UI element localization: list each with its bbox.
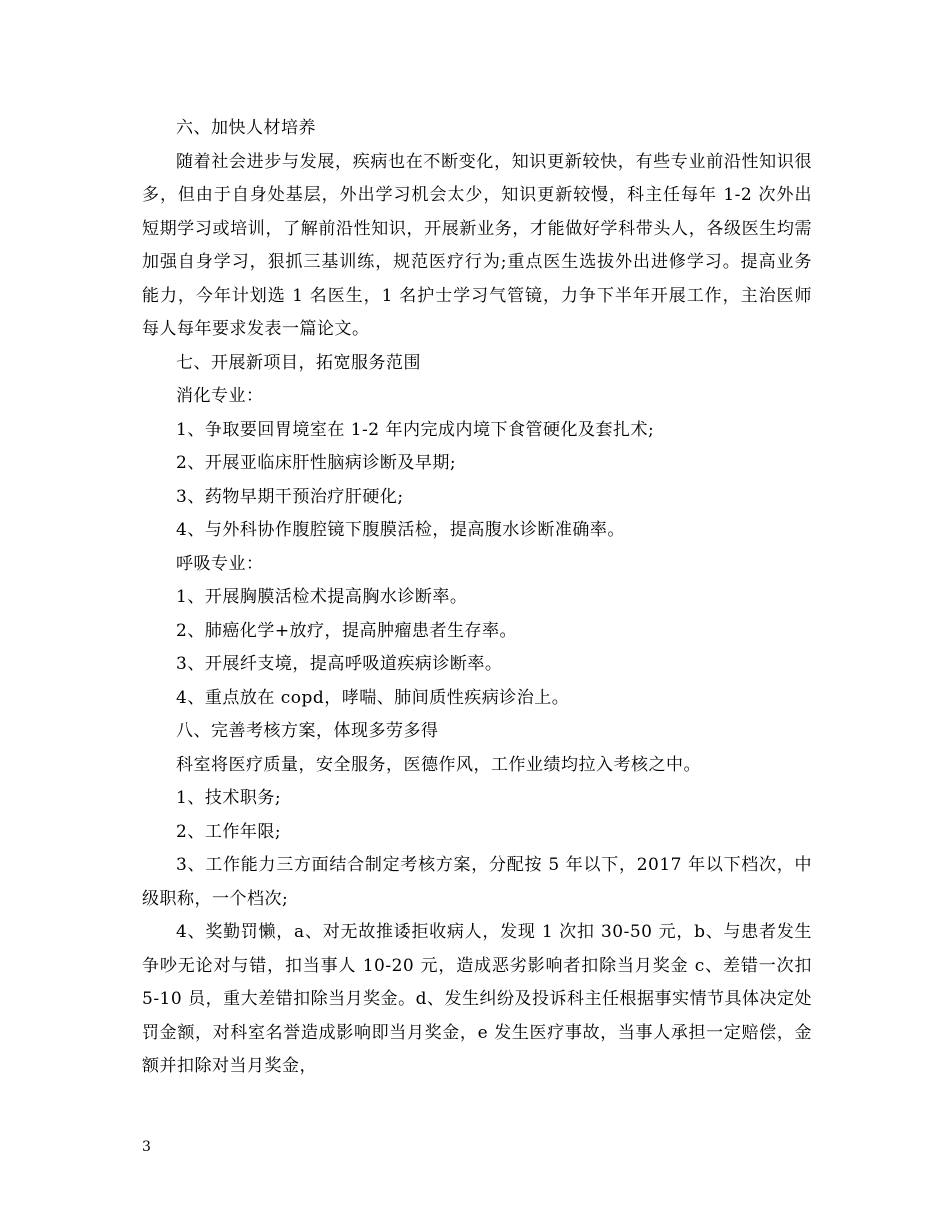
list-item-respiratory-2: 2、肺癌化学+放疗，提高肿瘤患者生存率。 <box>176 620 518 641</box>
subheading-digestive: 消化专业： <box>176 386 264 406</box>
list-item-respiratory-3: 3、开展纤支境，提高呼吸道疾病诊断率。 <box>176 654 503 674</box>
list-item-respiratory-4: 4、重点放在 copd，哮喘、肺间质性疾病诊治上。 <box>176 687 570 708</box>
paragraph-assessment-intro: 科室将医疗质量，安全服务，医德作风，工作业绩均拉入考核之中。 <box>176 754 701 775</box>
list-item-assessment-1: 1、技术职务; <box>176 788 282 808</box>
list-item-assessment-4: 4、奖勤罚懒，a、对无故推诿拒收病人，发现 1 次扣 30-50 元，b、与患者发生争吵无论对与错，扣当事人 10-20 元，造成恶劣影响者扣除当月奖金 c、差错一次扣 5-10 员，重大差错扣除当月奖金。d、发生纠纷及投诉科主任根据事实情节具体决定处罚金额，对科室名誉造成影响即当月奖金，e 发生医疗事故，当事人承担一定赔偿，金额并扣除对当月奖金， <box>142 922 812 1076</box>
section-heading-new-projects: 七、开展新项目，拓宽服务范围 <box>176 352 421 373</box>
page-number: 3 <box>142 1139 151 1155</box>
list-item-assessment-2: 2、工作年限; <box>176 821 282 842</box>
section-heading-assessment: 八、完善考核方案，体现多劳多得 <box>176 721 439 741</box>
list-item-digestive-4: 4、与外科协作腹腔镜下腹膜活检，提高腹水诊断准确率。 <box>176 520 625 540</box>
list-item-respiratory-1: 1、开展胸膜活检术提高胸水诊断率。 <box>176 587 468 607</box>
list-item-digestive-2: 2、开展亚临床肝性脑病诊断及早期; <box>176 453 457 473</box>
list-item-digestive-3: 3、药物早期干预治疗肝硬化; <box>176 486 404 507</box>
paragraph-talent-training: 随着社会进步与发展，疾病也在不断变化，知识更新较快，有些专业前沿性知识很多，但由于自身处基层，外出学习机会太少，知识更新较慢，科主任每年 1-2 次外出短期学习或培训，了解前沿性知识，开展新业务，才能做好学科带头人，各级医生均需加强自身学习，狠抓三基训练，规范医疗行为;重点医生选拔外出进修学习。提高业务能力，今年计划选 1 名医生，1 名护士学习气管镜，力争下半年开展工作，主治医师每人每年要求发表一篇论文。 <box>142 151 812 339</box>
list-item-digestive-1: 1、争取要回胃境室在 1-2 年内完成内境下食管硬化及套扎术; <box>176 419 655 440</box>
section-heading-talent: 六、加快人材培养 <box>176 118 316 138</box>
list-item-assessment-3: 3、工作能力三方面结合制定考核方案，分配按 5 年以下，2017 年以下档次，中级职称，一个档次; <box>142 855 812 909</box>
document-body <box>142 112 812 1084</box>
subheading-respiratory: 呼吸专业： <box>176 553 264 574</box>
